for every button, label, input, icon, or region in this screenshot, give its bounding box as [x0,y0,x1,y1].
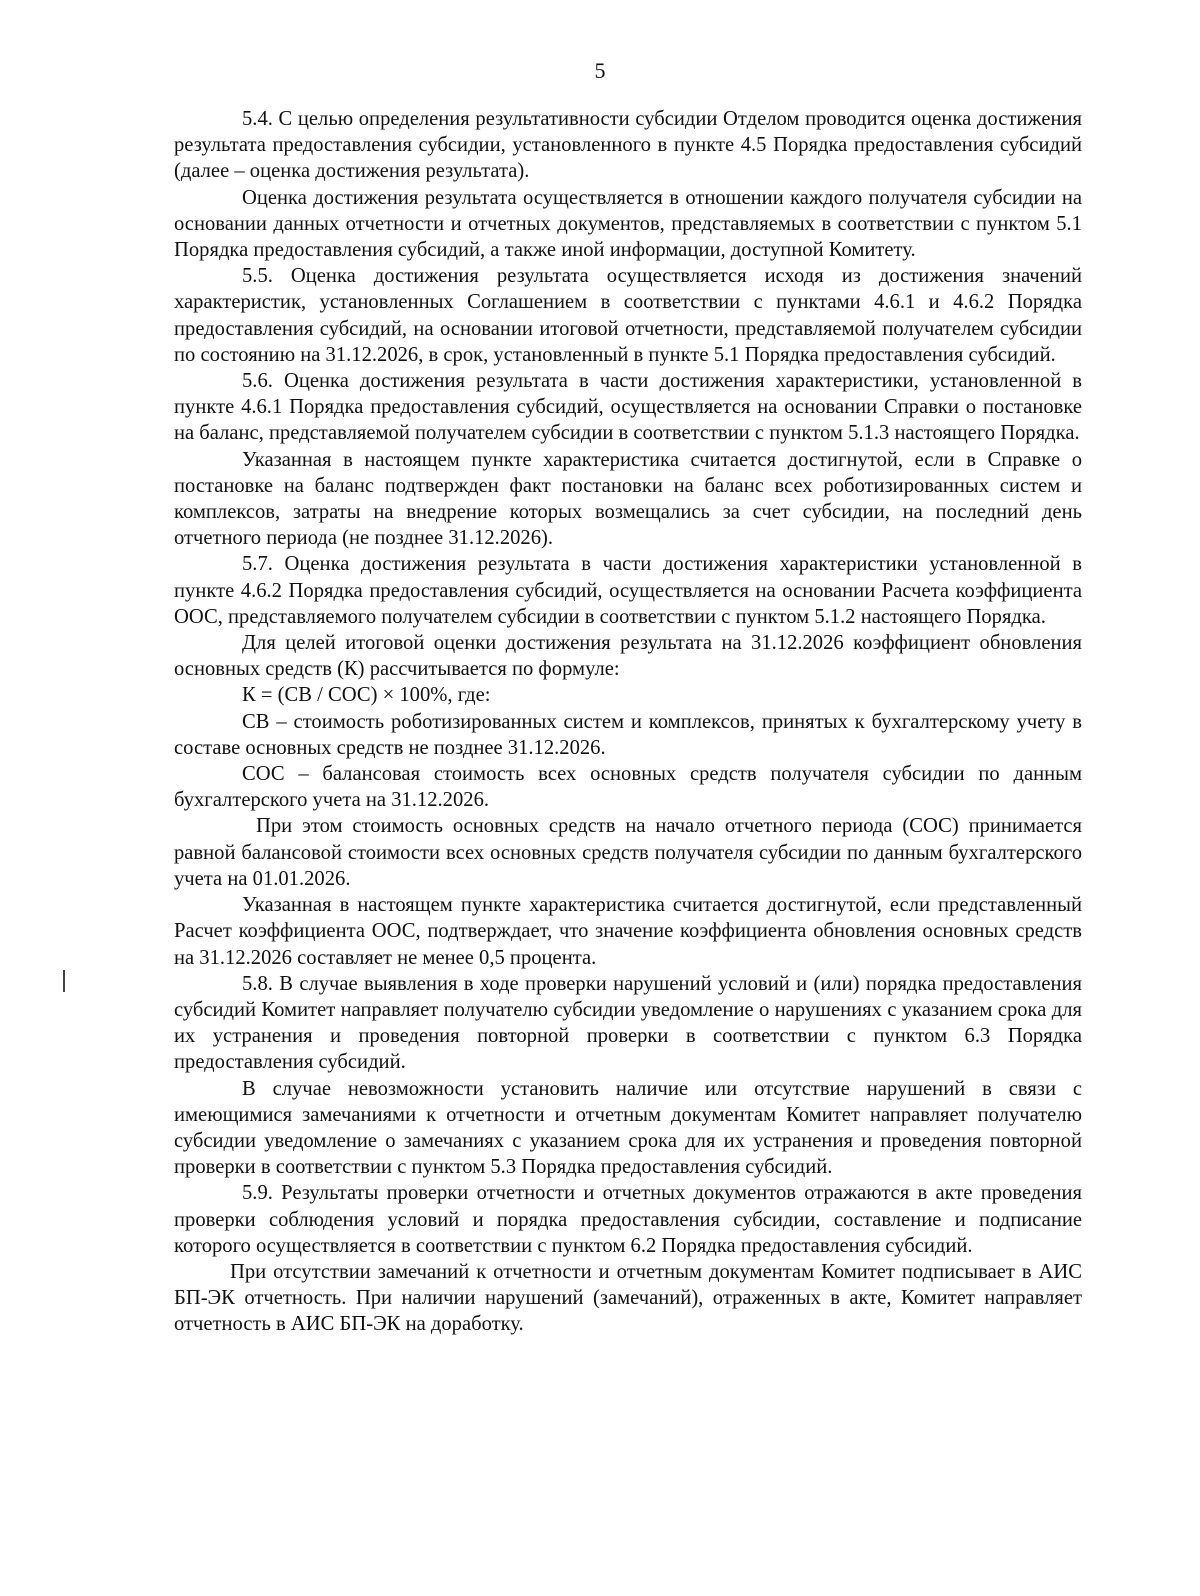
paragraph-signing: При отсутствии замечаний к отчетности и отчетным документам Комитет подписывает в АИС БП-ЭК отчетность. При наличии нарушений (замечаний), отраженных в акте, Комитет направляет отчетность в АИС БП-ЭК на доработку. [174,1260,1082,1336]
paragraph-characteristic-achieved: Указанная в настоящем пункте характеристика считается достигнутой, если в Справке о постановке на баланс подтвержден факт постановки на баланс всех роботизированных систем и комплексов, затраты на внедрение которых возмещались за счет субсидии, на последний день отчетного периода (не позднее 31.12.2026). [174,448,1082,550]
paragraph-5-9: 5.9. Результаты проверки отчетности и отчетных документов отражаются в акте проведения проверки соблюдения условий и порядка предоставления субсидии, составление и подписание которого осуществляется в соответствии с пунктом 6.2 Порядка предоставления субсидий. [174,1182,1082,1257]
paragraph-5-7: 5.7. Оценка достижения результата в части достижения характеристики установленной в пункте 4.6.2 Порядка предоставления субсидий, осуществляется на основании Расчета коэффициента ООС, представляемого получателем субсидии в соответствии с пунктом 5.1.2 настоящего Порядка. [174,553,1082,628]
paragraph-result-assessment: Оценка достижения результата осуществляется в отношении каждого получателя субсидии на основании данных отчетности и отчетных документов, представляемых в соответствии с пунктом 5.1 Порядка предоставления субсидий, а также иной информации, доступной Комитету. [174,186,1082,262]
formula-line: К = (СВ / СОС) × 100%, где: [242,684,491,707]
paragraph-5-4: 5.4. С целью определения результативности субсидии Отделом проводится оценка достижения результата предоставления субсидии, установленного в пункте 4.5 Порядка предоставления субсидий (далее – оценка достижения результата). [174,108,1082,183]
paragraph-5-8: 5.8. В случае выявления в ходе проверки нарушений условий и (или) порядка предоставления субсидий Комитет направляет получателю субсидии уведомление о нарушениях с указанием срока для их устранения и проведения повторной проверки в соответствии с пунктом 6.3 Порядка предоставления субсидий. [174,972,1082,1074]
paragraph-5-5: 5.5. Оценка достижения результата осуществляется исходя из достижения значений характеристик, установленных Соглашением в соответствии с пунктами 4.6.1 и 4.6.2 Порядка предоставления субсидий, на основании итоговой отчетности, представляемой получателем субсидии по состоянию на 31.12.2026, в срок, установленный в пункте 5.1 Порядка предоставления субсидий. [174,265,1082,366]
paragraph-coefficient-achieved: Указанная в настоящем пункте характеристика считается достигнутой, если представленный Расчет коэффициента ООС, подтверждает, что значение коэффициента обновления основных средств на 31.12.2026 составляет не менее 0,5 процента. [174,894,1082,969]
definition-sv: СВ – стоимость роботизированных систем и комплексов, принятых к бухгалтерскому учету в составе основных средств не позднее 31.12.2026. [174,710,1082,759]
paragraph-initial-cost: При этом стоимость основных средств на начало отчетного периода (СОС) принимается равной балансовой стоимости всех основных средств получателя субсидии по данным бухгалтерского учета на 01.01.2026. [174,815,1082,890]
document-body [174,106,1082,1338]
definition-sos: СОС – балансовая стоимость всех основных средств получателя субсидии по данным бухгалтерского учета на 31.12.2026. [174,763,1082,812]
page-number: 5 [594,58,606,83]
paragraph-remarks-notice: В случае невозможности установить наличие или отсутствие нарушений в связи с имеющимися замечаниями к отчетности и отчетным документам Комитет направляет получателю субсидии уведомление о замечаниях с указанием срока для их устранения и проведения повторной проверки в соответствии с пунктом 5.3 Порядка предоставления субсидий. [174,1077,1082,1179]
paragraph-5-6: 5.6. Оценка достижения результата в части достижения характеристики, установленной в пункте 4.6.1 Порядка предоставления субсидий, осуществляется на основании Справки о постановке на баланс, представляемой получателем субсидии в соответствии с пунктом 5.1.3 настоящего Порядка. [174,370,1082,445]
margin-mark [63,970,65,992]
paragraph-coefficient-intro: Для целей итоговой оценки достижения результата на 31.12.2026 коэффициент обновления основных средств (К) рассчитывается по формуле: [174,632,1082,681]
